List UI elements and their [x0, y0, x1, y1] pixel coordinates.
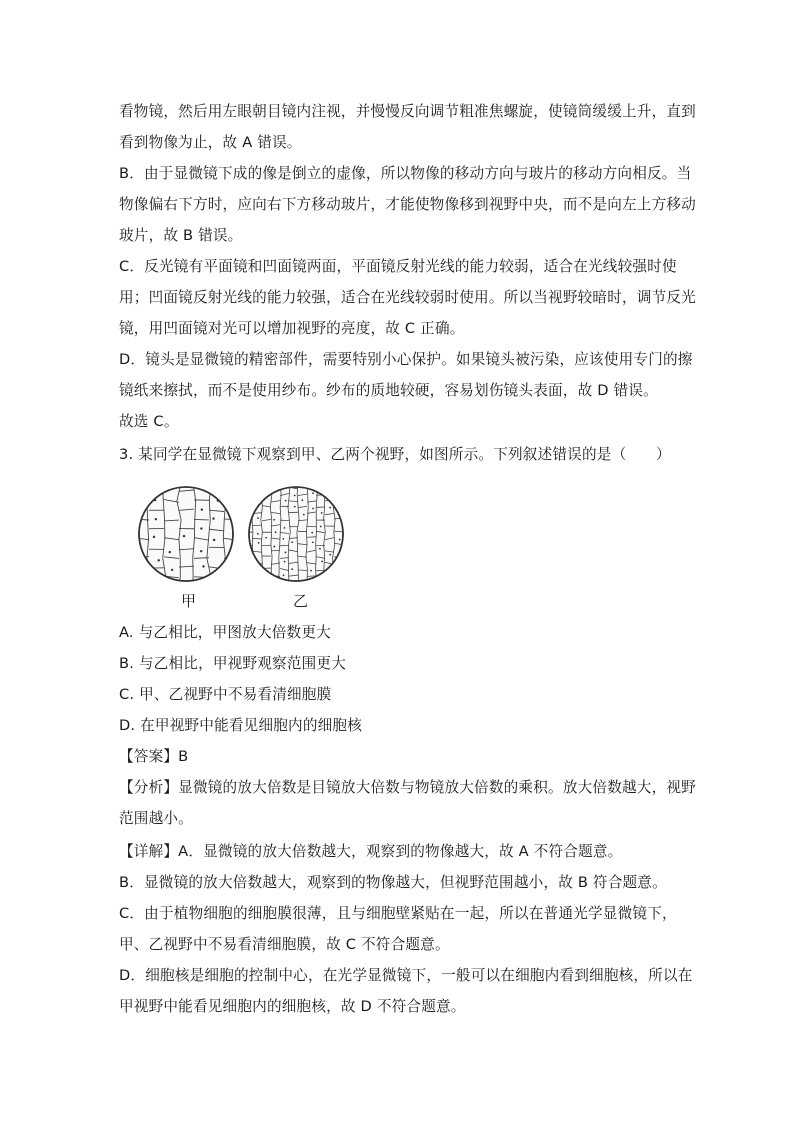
cell-nucleus: [310, 570, 312, 572]
cell-nucleus: [294, 495, 296, 497]
text-line: C．反光镜有平面镜和凹面镜两面，平面镜反射光线的能力较弱，适合在光线较强时使: [119, 258, 677, 275]
analysis-line: 【分析】显微镜的放大倍数是目镜放大倍数与物镜放大倍数的乘积。放大倍数越大，视野: [119, 779, 696, 796]
cell-wall: [325, 574, 334, 575]
cell-nucleus: [153, 536, 155, 538]
cell-nucleus: [303, 514, 305, 516]
option-c: C. 甲、乙视野中不易看清细胞膜: [119, 686, 332, 703]
cell-nucleus: [283, 574, 285, 576]
cell-nucleus: [215, 579, 217, 581]
text-line: 镜纸来擦拭，而不是使用纱布。纱布的质地较硬，容易划伤镜头表面，故 D 错误。: [119, 382, 658, 399]
cell-nucleus: [301, 499, 303, 501]
explanation-line: 甲视野中能看见细胞内的细胞核，故 D 不符合题意。: [119, 998, 466, 1015]
explanation-line: 甲、乙视野中不易看清细胞膜，故 C 不符合题意。: [119, 936, 450, 953]
field-of-view-jia: [138, 482, 239, 599]
cell-nucleus: [138, 569, 140, 571]
text-line: B．由于显微镜下成的像是倒立的虚像，所以物像的移动方向与玻片的移动方向相反。当: [119, 165, 692, 182]
cell-nucleus: [158, 559, 160, 561]
cell-wall: [343, 537, 352, 539]
cell-wall: [280, 545, 289, 546]
cell-wall: [244, 506, 253, 507]
cell-nucleus: [265, 588, 267, 590]
cell-nucleus: [213, 539, 215, 541]
cell-nucleus: [291, 541, 293, 543]
cell-wall: [224, 482, 239, 483]
cell-nucleus: [247, 590, 249, 592]
cell-nucleus: [312, 580, 314, 582]
cell-nucleus: [345, 521, 347, 523]
cell-wall: [334, 506, 343, 507]
explanation-line: C．由于植物细胞的细胞膜很薄，且与细胞壁紧贴在一起，所以在普通光学显微镜下，: [119, 905, 677, 922]
cell-nucleus: [339, 573, 341, 575]
cell-wall: [307, 526, 316, 527]
cell-wall: [334, 581, 343, 583]
cell-nucleus: [285, 586, 287, 588]
cell-wall: [253, 488, 262, 489]
explanation-line: 【详解】A．显微镜的放大倍数越大，观察到的物像越大，故 A 不符合题意。: [119, 843, 623, 860]
cell-nucleus: [330, 569, 332, 571]
cell-nucleus: [346, 543, 348, 545]
cell-wall: [244, 556, 253, 557]
cell-wall: [271, 588, 280, 589]
cell-wall: [343, 526, 352, 527]
cell-wall: [244, 494, 253, 496]
cell-nucleus: [337, 560, 339, 562]
cell-nucleus: [256, 570, 258, 572]
cell-wall: [209, 585, 224, 586]
cell-wall: [138, 500, 149, 502]
cell-nucleus: [285, 500, 287, 502]
cell-wall: [280, 482, 289, 483]
answer-line: 【答案】B: [119, 748, 189, 765]
cell-wall: [271, 550, 280, 551]
cell-nucleus: [265, 537, 267, 539]
cell-nucleus: [212, 517, 214, 519]
microscope-view-figure: [138, 482, 360, 612]
cell-nucleus: [284, 527, 286, 529]
cell-wall: [253, 574, 262, 576]
cell-nucleus: [312, 595, 314, 597]
cell-wall: [194, 482, 209, 483]
cell-nucleus: [330, 592, 332, 594]
cell-wall: [262, 581, 271, 582]
cell-nucleus: [339, 539, 341, 541]
cell-nucleus: [336, 498, 338, 500]
cell-nucleus: [247, 514, 249, 516]
cell-nucleus: [247, 523, 249, 525]
text-line: 看物镜，然后用左眼朝目镜内注视，并慢慢反向调节粗准焦螺旋，使镜筒缓缓上升，直到: [119, 103, 696, 120]
cell-wall: [149, 586, 164, 588]
cell-nucleus: [312, 492, 314, 494]
cell-nucleus: [200, 527, 202, 529]
option-a: A. 与乙相比，甲图放大倍数更大: [119, 624, 331, 641]
cell-nucleus: [284, 561, 286, 563]
cell-nucleus: [264, 576, 266, 578]
cell-wall: [316, 482, 325, 483]
text-line: 玻片，故 B 错误。: [119, 227, 243, 244]
cell-nucleus: [258, 542, 260, 544]
cell-nucleus: [155, 518, 157, 520]
cell-wall: [343, 487, 352, 489]
cell-wall: [253, 587, 262, 588]
text-line: 看到物像为止，故 A 错误。: [119, 134, 302, 151]
cell-wall: [316, 581, 325, 582]
cell-nucleus: [319, 548, 321, 550]
cell-nucleus: [275, 531, 277, 533]
cell-nucleus: [248, 499, 250, 501]
text-line: 故选 C。: [119, 413, 179, 430]
cell-wall: [224, 576, 239, 578]
field-of-view-yi: [243, 482, 352, 597]
cell-nucleus: [329, 554, 331, 556]
cell-nucleus: [202, 585, 204, 587]
cell-nucleus: [257, 517, 259, 519]
cell-nucleus: [346, 532, 348, 534]
cell-nucleus: [291, 568, 293, 570]
cell-nucleus: [213, 596, 215, 598]
cell-nucleus: [321, 561, 323, 563]
cell-nucleus: [346, 570, 348, 572]
cell-wall: [179, 586, 194, 588]
cell-wall: [316, 507, 325, 508]
cell-nucleus: [285, 552, 287, 554]
cell-nucleus: [294, 506, 296, 508]
cell-wall: [343, 500, 352, 502]
cell-wall: [271, 489, 280, 490]
caption-jia: 甲: [181, 592, 197, 610]
cell-wall: [325, 487, 334, 489]
cell-wall: [209, 491, 224, 492]
cell-wall: [262, 482, 271, 483]
cell-wall: [244, 581, 253, 582]
text-line: 用；凹面镜反射光线的能力较强，适合在光线较弱时使用。所以当视野较暗时，调节反光: [119, 289, 696, 306]
cell-nucleus: [248, 550, 250, 552]
cell-nucleus: [273, 546, 275, 548]
cell-wall: [334, 493, 343, 495]
explanation-line: D．细胞核是细胞的控制中心，在光学显微镜下，一般可以在细胞内看到细胞核，所以在: [119, 967, 693, 984]
cell-nucleus: [183, 535, 185, 537]
text-line: D．镜头是显微镜的精密部件，需要特别小心保护。如果镜头被污染，应该使用专门的擦: [119, 351, 693, 368]
cell-nucleus: [202, 565, 204, 567]
caption-yi: 乙: [293, 592, 309, 610]
question-stem: 3. 某同学在显微镜下观察到甲、乙两个视野，如图所示。下列叙述错误的是（ ）: [119, 446, 671, 463]
cell-nucleus: [321, 512, 323, 514]
cell-nucleus: [348, 583, 350, 585]
cell-wall: [343, 575, 352, 577]
text-line: 物像偏右下方时，应向右下方移动玻片，才能使物像移到视野中央，而不是向左上方移动: [119, 196, 696, 213]
option-d: D. 在甲视野中能看见细胞内的细胞核: [119, 717, 363, 734]
cell-nucleus: [320, 587, 322, 589]
cell-nucleus: [139, 587, 141, 589]
cell-nucleus: [201, 508, 203, 510]
explanation-line: B．显微镜的放大倍数越大，观察到的物像越大，但视野范围越小，故 B 符合题意。: [119, 874, 667, 891]
cell-wall: [343, 551, 352, 552]
cell-nucleus: [282, 538, 284, 540]
cell-nucleus: [200, 550, 202, 552]
cell-nucleus: [320, 526, 322, 528]
cell-wall: [138, 576, 149, 577]
cell-nucleus: [266, 489, 268, 491]
cell-nucleus: [312, 541, 314, 543]
cell-nucleus: [319, 486, 321, 488]
cell-nucleus: [312, 508, 314, 510]
cell-nucleus: [171, 569, 173, 571]
cell-nucleus: [346, 594, 348, 596]
text-line: 镜，用凹面镜对光可以增加视野的亮度，故 C 正确。: [119, 320, 465, 337]
option-b: B. 与乙相比，甲视野观察范围更大: [119, 655, 347, 672]
cell-nucleus: [327, 493, 329, 495]
cell-nucleus: [257, 533, 259, 535]
cell-wall: [243, 482, 245, 595]
cell-nucleus: [169, 551, 171, 553]
cell-nucleus: [311, 532, 313, 534]
cell-nucleus: [273, 519, 275, 521]
analysis-line: 范围越小。: [119, 810, 193, 827]
cell-nucleus: [329, 507, 331, 509]
